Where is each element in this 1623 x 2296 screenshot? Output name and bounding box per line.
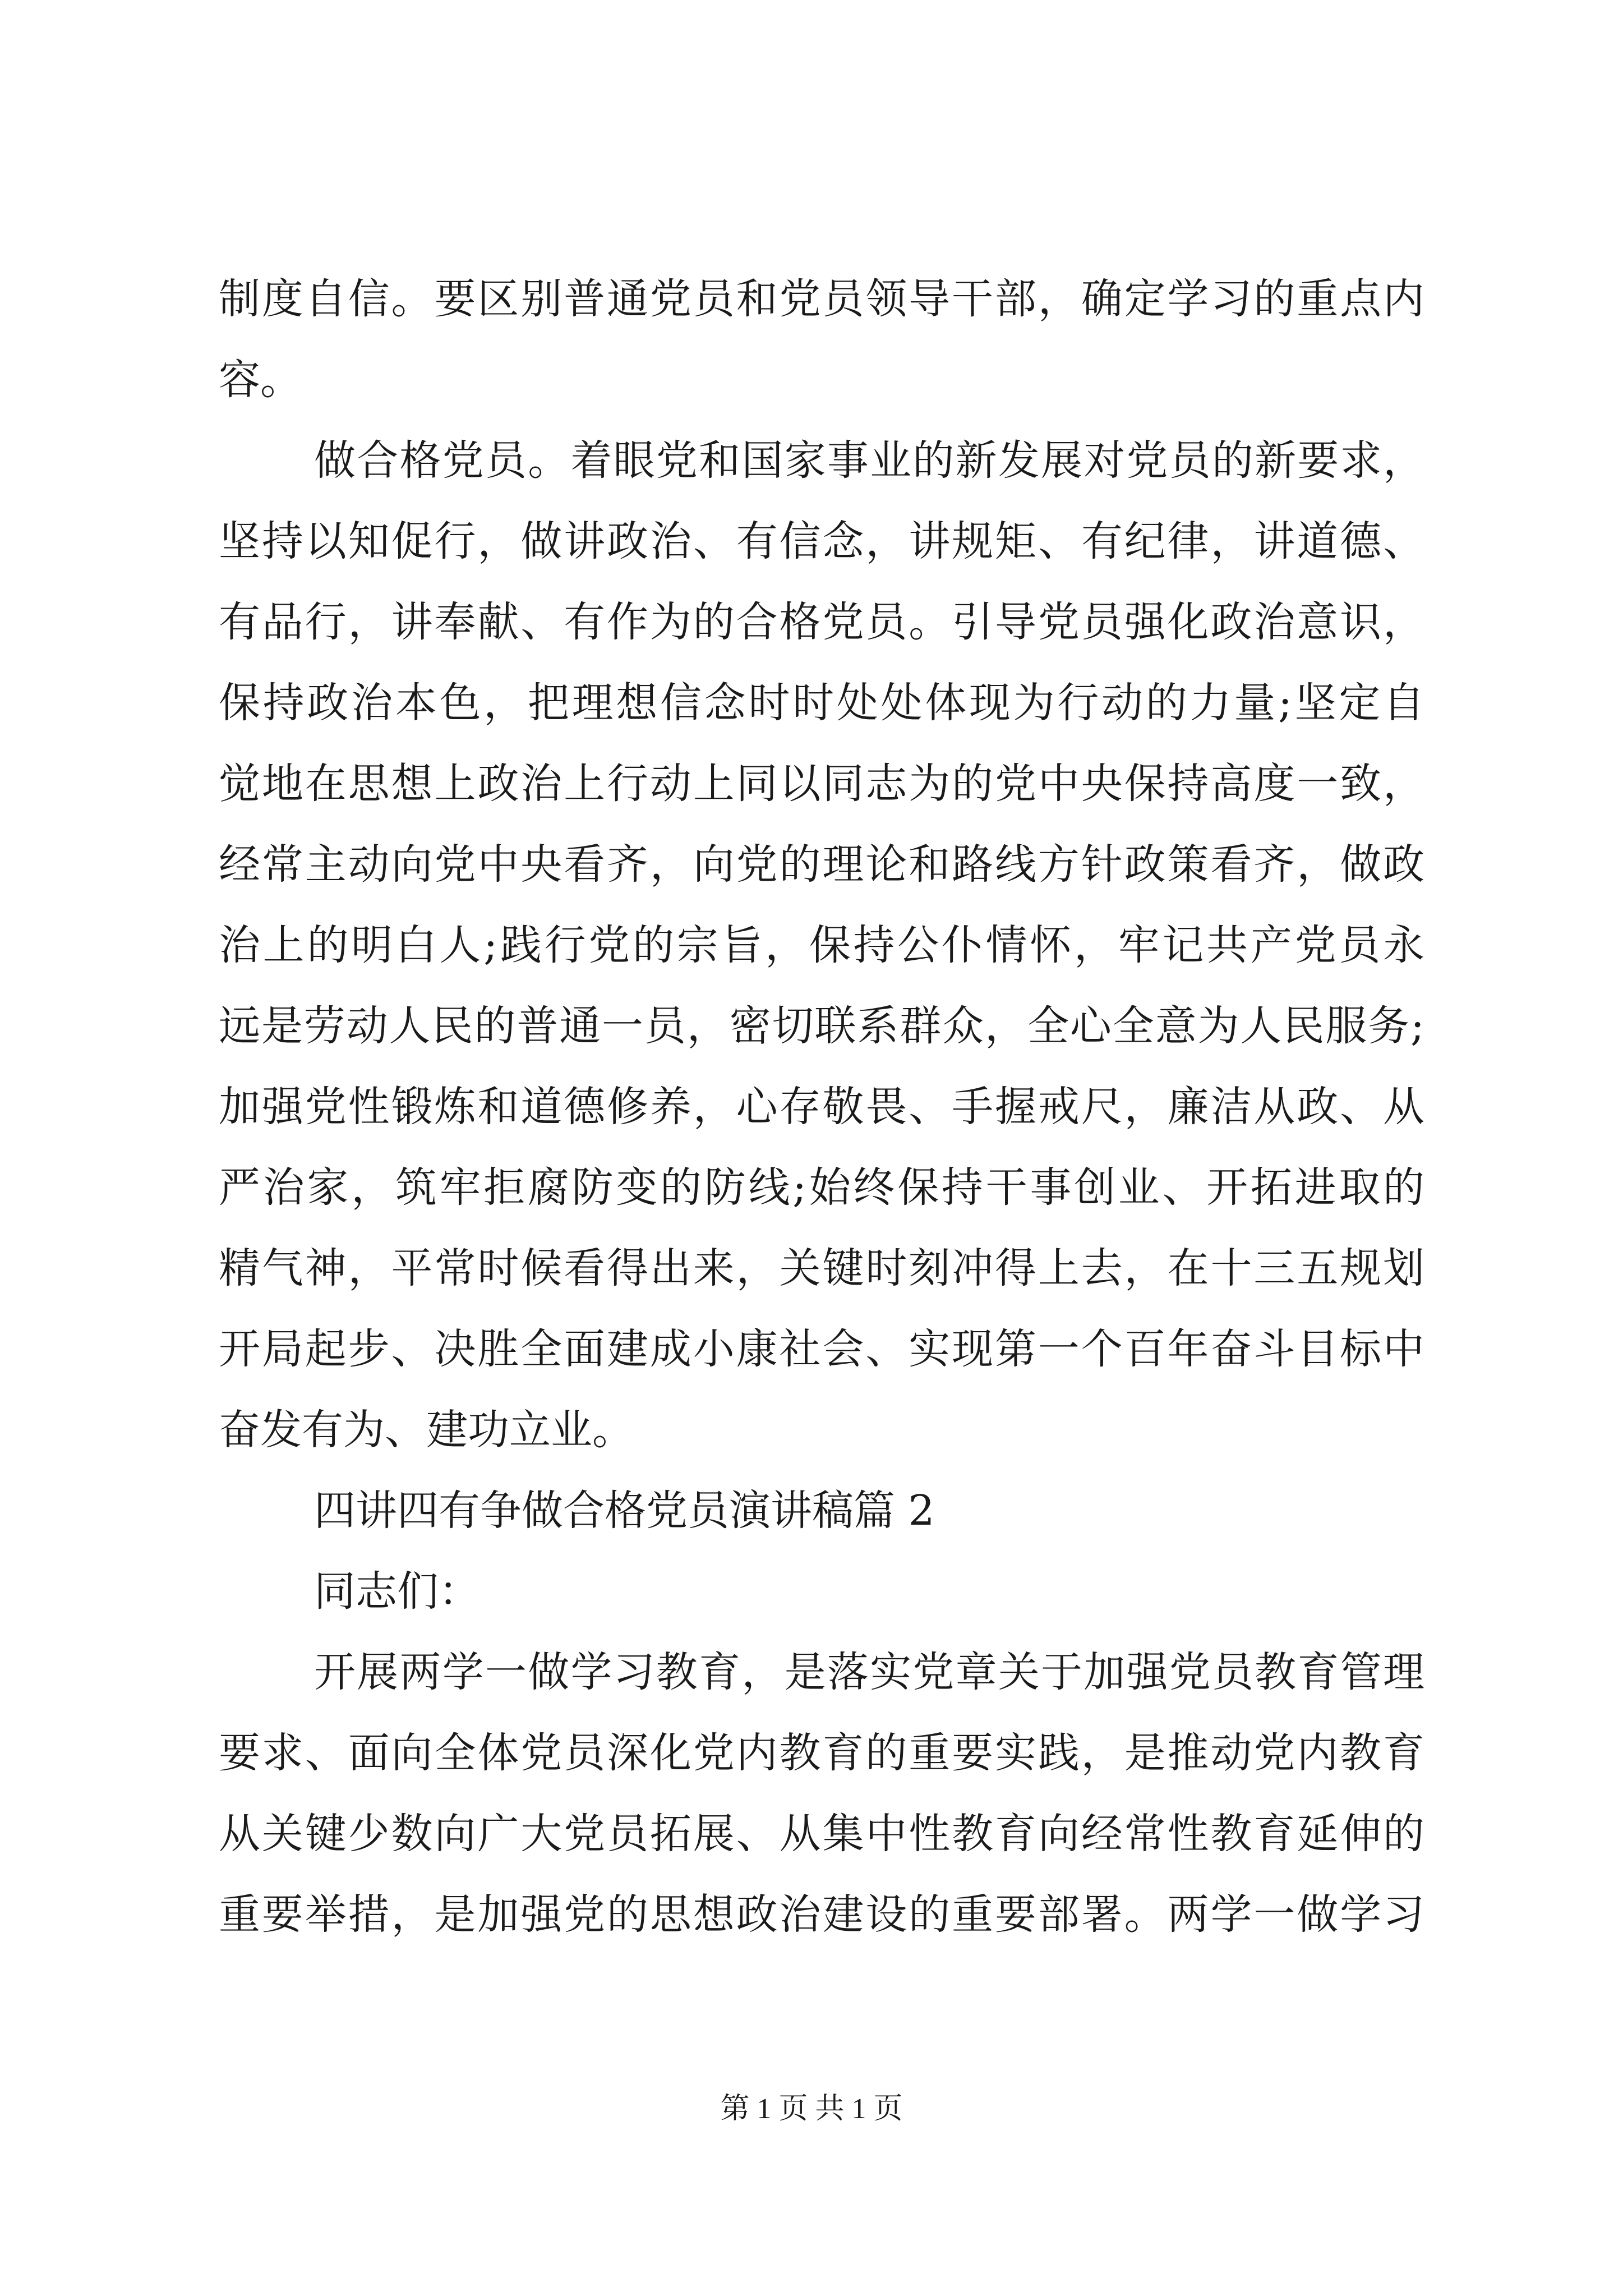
text-line: 觉地在思想上政治上行动上同以同志为的党中央保持高度一致， xyxy=(219,760,1424,808)
section-heading: 四讲四有争做合格党员演讲稿篇 2 xyxy=(314,1487,935,1535)
paragraph-start-line: 开展两学一做学习教育，是落实党章关于加强党员教育管理 xyxy=(314,1648,1424,1696)
document-body xyxy=(219,259,1424,1955)
text-line: 有品行，讲奉献、有作为的合格党员。引导党员强化政治意识， xyxy=(219,598,1424,646)
text-line: 远是劳动人民的普通一员，密切联系群众，全心全意为人民服务; xyxy=(219,1002,1424,1050)
text-line: 保持政治本色，把理想信念时时处处体现为行动的力量;坚定自 xyxy=(219,679,1424,727)
text-line: 容。 xyxy=(219,356,302,404)
text-line: 经常主动向党中央看齐，向党的理论和路线方针政策看齐，做政 xyxy=(219,840,1424,889)
text-line: 奋发有为、建功立业。 xyxy=(219,1406,634,1454)
text-line: 要求、面向全体党员深化党内教育的重要实践，是推动党内教育 xyxy=(219,1729,1424,1777)
text-line: 治上的明白人;践行党的宗旨，保持公仆情怀，牢记共产党员永 xyxy=(219,921,1424,969)
text-line: 从关键少数向广大党员拓展、从集中性教育向经常性教育延伸的 xyxy=(219,1810,1424,1858)
text-line: 严治家，筑牢拒腐防变的防线;始终保持干事创业、开拓进取的 xyxy=(219,1163,1424,1212)
text-line: 重要举措，是加强党的思想政治建设的重要部署。两学一做学习 xyxy=(219,1890,1424,1939)
text-line: 精气神，平常时候看得出来，关键时刻冲得上去，在十三五规划 xyxy=(219,1244,1424,1292)
text-line: 制度自信。要区别普通党员和党员领导干部，确定学习的重点内 xyxy=(219,275,1424,323)
text-line: 开局起步、决胜全面建成小康社会、实现第一个百年奋斗目标中 xyxy=(219,1325,1424,1373)
text-line: 坚持以知促行，做讲政治、有信念，讲规矩、有纪律，讲道德、 xyxy=(219,517,1424,565)
paragraph-start-line: 做合格党员。着眼党和国家事业的新发展对党员的新要求， xyxy=(314,436,1424,485)
salutation: 同志们： xyxy=(314,1567,480,1616)
text-line: 加强党性锻炼和道德修养，心存敬畏、手握戒尺，廉洁从政、从 xyxy=(219,1083,1424,1131)
page-number-footer: 第 1 页 共 1 页 xyxy=(720,2093,903,2125)
